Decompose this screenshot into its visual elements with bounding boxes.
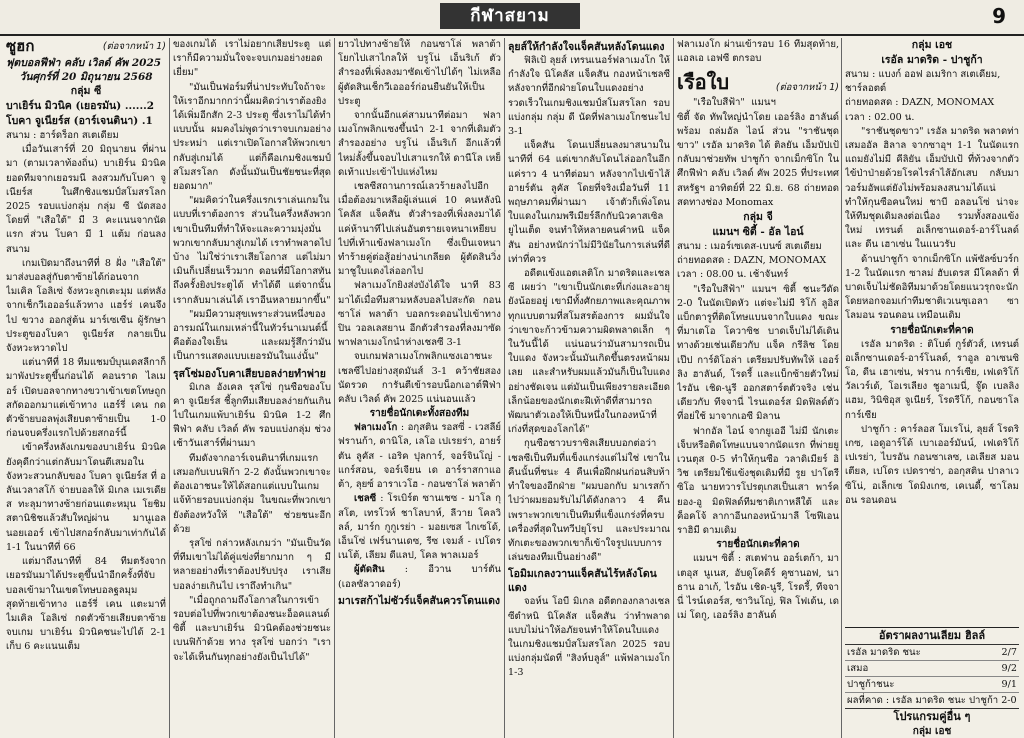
column-2 [173, 38, 331, 738]
lineup-entry [338, 421, 501, 492]
continued-note: (ต่อจากหน้า 1) [102, 41, 166, 52]
paragraph: ฟลาเมงโก ผ่านเข้ารอบ 16 ทีมสุดท้าย, แอลเอ เอฟซี ตกรอบ [677, 39, 839, 65]
odds-label: เรอัล มาดริด ชนะ [847, 647, 921, 658]
sub-headline: มาเรสก้าไม่ซัวร์แจ็คสันควรโดนแดง [338, 594, 501, 607]
paragraph: เข้าครึ่งหลังเกมของบาเยิร์น มิวนิคยังคุดีกว่าแต่กลับมาโดนตีเสมอในจังหวะสวนกลับของ โบคา จูเนียร์ส ที่ อลันเวลาสโก้ จ่ายบอลให้ มิเกล เมเรเดียส ทะลุมาทางซ้ายก่อนแตะหมุน โยชิม สตานิชิชแล้วสับใหญ่ผ่าน มานูเอล นอยเออร์ เข้าไปสกอร์กลับมาเท่ากันได้ 1-1 ในนาทีที่ 66 [6, 442, 166, 553]
headline-text: เรือใบ [677, 70, 730, 95]
paragraph: ยาวไปทางซ้ายให้ กอนซาโล่ พลาต้า โยกไปเสาไกลให้ บรูโน่ เอ็นริเก้ ตัวสำรองที่เพิ่งลงมาซัดเข้าไปได้ๆ ไม่เหลือ ผู้ตัดสินเช็กวีเอออร์ก่อนยืนยันให้เป็นประตู [338, 39, 501, 107]
paragraph: ฟากอัล ไอน์ จากยูเออี ไม่มี นักเตะเจ็บหรือติดโทษแบนจากนัดแรก ที่พ่ายยูเวนตุส 0-5 ทำให้กุนซือ วลาดิเมียร์ อิวิช เตรียมใช้แข้งชุดเดิมที่มี รูย ปาโตรีซิโอ นายทวารโปรตุเกสเป็นเสา พาร์ค ยอง-อู มิดฟิลด์ทีมชาติเกาหลีใต้ และ ค็อคโจ้ ลากาอีนกองหน้ามาลี โซฟีเอน ราฮิมี ดามเดิม [677, 425, 839, 537]
paragraph: จอห์น โอบี มิเกล อดีตกองกลางเชลซีตำหนิ นิโคลัส แจ็คสัน ว่าทำพลาดแบบไม่น่าให้อภัยจนทำให้โดนใบแดงในเกมชิงแชมป์สโมสรโลก 2025 รอบแบ่งกลุ่มนัดที่ "สิงห์บลูส์" แพ้ฟลาเมงโก 1-3 [508, 596, 670, 679]
paragraph: จบเกมฟลาเมงโกพลิกแซงเอาชนะเชลซีไปอย่างสุดมันส์ 3-1 คว้าชัยสองนัดรวด การันตีเข้ารอบน็อกเอาต์ฟีฟ่า คลับ เวิลด์ คัพ 2025 แน่นอนแล้ว [338, 351, 501, 406]
column-rule [841, 38, 842, 738]
paragraph: รุสโซ่ กล่าวหลังเกมว่า "มันเป็นวัดที่ทีมเขาไม่ได้คู่แข่งที่ยากมาก ๆ มีหลายอย่างที่เราต้องปรับปรุง เราเสียบอลง่ายเกินไป เราถึงทำเกิน" [173, 537, 331, 592]
score-line-1: บาเยิร์น มิวนิค (เยอรมัน) ......2 [6, 100, 155, 112]
column-rule [673, 38, 674, 738]
player-list: : อกุสติน รอสซี่ - เวสลีย์ ฟรานก้า, ดานิโล, เลโอ เปเรยร่า, อายร์ตัน ลูคัส - เอริค ปุลการ์, จอร์จินโญ่ - แกร์สอน, จอร์เจียน เด อาร์ราสกาแอต้า, ลุยซ์ อาราเวโฮ - กอนซาโล่ พลาต้า [338, 422, 501, 491]
paragraph: "เรือใบสีฟ้า" แมนฯ ซิตี้ ชนะวีดัด 2-0 ในนัดเปิดหัว แต่จะไม่มี ริโก้ ลูอิส แบ็กตารูที่ติดโทษแบนจากใบแดง ขณะที่มาเตโอ โควาซิช บาดเจ็บไม่ได้เดินทางด้วยเช่นเดียวกับ แจ็ค กรีลิช โดย เป๊ป การ์ดิโอล่า เตรียมปรับทัพให้ เออร์ลิง ฮาลันด์, โรดรี้ และแบ็กซ้ายตัวใหม่ ไรอัน เชิด-นูรี ออกสตาร์ตตัวจริง เช่นเดียวกับ ทีจจานี่ ไรนเดอร์ส มิดฟิลด์ตัวที่อย่ใช้ มาจากเอซี มิลาน [677, 283, 839, 423]
lineup-heading: รายชื่อนักเตะทั้งสองทีม [369, 408, 470, 420]
score-line-2: โบคา จูเนียร์ส (อาร์เจนตินา) .1 [6, 115, 153, 127]
player-list: : โรเบิร์ต ซานเชซ - มาโล กุสโต, เทรโวห์ ชาโลบาห์, ลีวาย โคลวิลล์, มาร์ก กูกูเรย่า - มอยเซส ไกเซโด้, เอ็นโซ่ เฟร์นานเดซ, รีซ เจมส์ - เปโดร เนโต้, เลียม ดีแลป, โคล พาลเมอร์ [338, 493, 501, 562]
kickoff-time: เวลา : 08.00 น. เช้าจันทร์ [677, 269, 789, 281]
odds-title: อัตราผลงานเลียม ฮิลล์ [845, 628, 1019, 645]
paragraph: เกมเปิดมาถึงนาทีที่ 8 ฝั่ง "เสือใต้" มาส่งบอลสู่กับตาซ้ายได้ก่อนจาก ไมเคิล โอลิเซ่ จังหวะลูกเตะมุม แต่หลังจากเช็กวีเอออร์แล้วทาง แฮร์ร่ เคนจึงไป ขวาง ออกสู่ต้น มาร์เซเซีน ผู้รักษาประตูของโบคา จูเนียร์ส กลายเป็นจังหวะหวาดไป [6, 257, 166, 355]
odds-value: 2/7 [1001, 647, 1017, 658]
column-3 [338, 38, 501, 738]
column-rule [169, 38, 170, 738]
paragraph: "ผมคิดว่าในครึ่งแรกเราเล่นเกมในแบบที่เราต้องการ ส่วนในครึ่งหลังพวกเขาเป็นทีมที่ทำให้จะและความมุ่งมั่นพวกเขากลับมาสู่เกมได้ เราทำพลาดไปบ้าง ไม่ใช่ว่าเราเสียโอกาส แต่ไม่มาเมินก็เปลี่ยนเร็วมาก ดอนที่มีโอกาสทันถึงครั้งยิงประตูได้ ทำได้ดี แต่จากนั้นเรากลับมาเล่นได้ เราอีนหลายมากขึ้น" [173, 195, 331, 306]
team-name: เชลซี [354, 493, 377, 505]
paragraph: "ราชันชุดขาว" เรอัล มาดริด พลาดท่าเสมออัล ฮิลาล จากซาอุฯ 1-1 ในนัดแรก แถมยังไม่มี คีลิยัน เอ็มบัปเป้ ที่ท้วงจากตัวไข้ป่าป่ายด้วยโรคไรลำไส้อักเสบ กลับมาวอร์มอัพแต่ยังไม่พร้อมลงสนามได้แน่ ทำให้กุนซือคนใหม่ ชาบี อลอนโซ่ น่าจะให้ทีมชุดเดิมลงต่อเนื่อง รวมทั้งสองแข้งใหม่ เทรนต์ อเล็กซานเดอร์-อาร์โนลด์ และ ดีน เฮาเซ่น ในแนวรับ [845, 125, 1019, 251]
paragraph: ฟลาเมงโกยิงส่งบังได้ใจ นาที 83 มาได้เมื่อทีมสามหลังบอลไปสะกัด กอนซาโล่ พลาต้า บอลกระดอนไปเข้าทางปิน วอลเลสยาน อีกตัวสำรองที่ลงมาซัดพาฟลาเมงโกนำห่างเชลซี 3-1 [338, 280, 501, 349]
schedule-heading: โปรแกรมคู่อื่น ๆ [845, 708, 1019, 725]
paragraph: แต่มาถึงนาทีที่ 84 ทีมตรังจากเยอรมันมาได้ประตูขึ้นนำอีกครั้งที่จับบอลเข้ามาในเขตโทษบอลฐลมุมสุดท้ายเข้าทาง แฮร์รี่ เคน แตะมาที่ ไมเคิล โอลิเซ่ กดตัวซ้ายเสียบตาซ้าย จบเกม บาเยิร์น มิวนิคชนะไปได้ 2-1 เก็บ 6 คะแนนเต็ม [6, 556, 166, 653]
paragraph: ฟิลิเป้ ลุยส์ เทรนเนอร์ฟลาเมงโก ให้กำลังใจ นิโคลัส แจ็คสัน กองหน้าเชลซีหลังจากที่อีกฝ่ายโดนใบแดงอย่างรวดเร็วในเกมชิงแชมป์สโมสรโลก รอบแบ่งกลุ่ม กลุ่ม ดี นัดที่ฟลาเมงโกชนะไป 3-1 [508, 55, 670, 138]
lineup-entry: เรอัล มาดริด : ติโบต์ กูร์ตัวส์, เทรนต์ อเล็กซานเดอร์-อาร์โนลด์, ราอูล อาเซนซิโอ, ดีน เฮาเซ่น, ฟราน การ์เซีย, เฟเดริโก้ วัลเวร์เด้, โอเรเลียง ชูอาเมนี่, จู๊ด เบลลิงแฮม, วินิซิอุส จูเนียร์, โรดรีโก้, กอนซาโล การ์เซีย [845, 338, 1019, 421]
column-4 [508, 38, 670, 738]
odds-row [845, 677, 1019, 693]
lineup-heading: รายชื่อนักเตะที่คาด [890, 324, 974, 336]
section-masthead: กีฬาสยาม [440, 3, 580, 29]
odds-value: 9/1 [1001, 679, 1017, 690]
odds-label: เสมอ [847, 663, 869, 674]
column-1 [6, 38, 166, 738]
odds-row [845, 693, 1019, 708]
paragraph: เมื่อวันเสาร์ที่ 20 มิถุนายน ที่ผ่านมา (ตามเวลาท้องถิ่น) บาเยิร์น มิวนิค ยอดทีมจากเยอรมนี ลงสวมกับโบคา จูเนียร์ส ในศึกชิงแชมป์สโมสรโลก 2025 รอบแบ่งกลุ่ม กลุ่ม ซี นัดสอง โดยที่ "เสือใต้" มี 3 คะแนนจากนัดแรก ส่วน โบคา มี 1 แต้ม ก่อนลงสนาม [6, 144, 166, 255]
column-rule [504, 38, 505, 738]
lineup-entry: แมนฯ ซิตี้ : สเตฟาน ออร์เตก้า, มาเตอุส นูเนส, อับดูโคดีร์ คูซานอฟ, นาธาน อาเก้, ไรอัน เชิด-นูรี, โรดรี้, ทีจจานี่ ไรน์เดอร์ส, ซาวินโญ่, ฟิล โฟเด้น, เดเม่ โดกู, เออร์ลิง ฮาลันด์ [677, 553, 839, 622]
event-title: ฟุตบอลฟีฟ่า คลับ เวิลด์ คัพ 2025 [6, 57, 162, 69]
lineup-entry: ปาชูก้า : คาร์ลอส โมเรโน่, ลุยส์ โรดริเกซ, เอดูอาร์โด้ เบาเออร์มันน์, เฟเดริโก้ เปเรย่า, ไบรอัน กอนซาเลซ, เอเลียส มอนเตียล, เปโดร เปดราซ่า, ออกุสติน ปาลาเวซิโน่, อเล็กเซ โดมิงเกซ, เคเนดี้, ซาโลมอน รอนดอน [845, 423, 1019, 506]
event-date: วันศุกร์ที่ 20 มิถุนายน 2568 [19, 71, 153, 83]
article-headline [6, 38, 166, 55]
sub-headline: โอมิมเกลงวานแจ็คสันไร้หลังโดนแดง [508, 568, 657, 595]
broadcast-line: ถ่ายทอดสด : DAZN, MONOMAX [845, 97, 995, 109]
paragraph: กุนซือชาวบราซิลเสียบบอกต่อว่าเชลซีเป็นทีมที่แข็งแกร่งแต่ไม่ใช่ เขาในคืนนั้นที่ชนะ 4 คืนเพื่อฝึกฝนก่อนสิบห้าทำใจของอีกฝ่าย "ผมบอกกับ มาเรสก้า ไปว่าผมยอมรับไม่ได้ดังกลาว 4 คืน เพราะพวกเขาเป็นทีมที่แข็งแกร่งที่ครบเครื่องที่สุดในทวีปยุโรป และประมาณทักเตะของพวกเขาก็เข้าใจรูปแบบการเล่นของทีมเป็นอย่างดี" [508, 438, 670, 564]
kickoff-time: เวลา : 02.00 น. [845, 111, 915, 123]
continued-note: (ต่อจากหน้า 1) [775, 82, 839, 94]
paragraph: ของเกมได้ เราไม่อยากเสียประตู แต่เราก็มีความมั่นใจจะจบเกมอย่างยอดเยี่ยม" [173, 39, 331, 79]
sub-headline: รุสโซ่มองโบคาเสียบอลง่ายทำพ่าย [173, 367, 326, 380]
paragraph: "เรือใบสีฟ้า" แมนฯ ซิตี้ จัด ทัพใหญ่นำโดย เออร์ลิง ฮาลันด์ พร้อม ถล่มอัล ไอน์ ส่วน "ราชันชุดขาว" เรอัล มาดริด ได้ ติลยัน เอ็มบัปเป้ กลับมาช่วยทัพ ปาชูก้า จากเม็กซิโก ในศึกฟีฟ่า คลับ เวิลด์ คัพ 2025 ที่ประเทศสหรัฐฯ อาทิตย์ที่ 22 มิ.ย. 68 ถ่ายทอดสดทางช่อง Monomax [677, 97, 839, 208]
headline-text: ซูฮก [6, 38, 35, 55]
page-header [0, 0, 1024, 36]
odds-value: 9/2 [1001, 663, 1017, 674]
paragraph: จากนั้นอีกแค่สามนาทีต่อมา ฟลาเมงโกพลิกแซงขึ้นนำ 2-1 จากที่เดิมตัวสำรองอย่าง บรูโน่ เอ็นริเก้ อีกแล้วที่ไหม่ลั้งขึ้นจอบไปเสาแรกให้ ดานีโล เหย็ดเท้าแปะเข้าไปแห่งไหม [338, 110, 501, 178]
venue-line: สนาม : แบงก์ ออฟ อเมริกา สเตเดียม, ชาร์ลอตต์ [845, 69, 1001, 95]
odds-box [845, 627, 1019, 738]
paragraph: "ผมมีความสุขเพราะส่วนหนึ่งของอารมณ์ในเกมเหล่านี้ในทัวร์นาเมนต์นี้คือต้องใจเย็น และผมรู้สึกว่ามันเป็นการแสดงแบบเยอรมันในแง่นั้น" [173, 308, 331, 363]
lineup-heading: รายชื่อนักเตะที่คาด [716, 539, 800, 551]
paragraph: เชลซีสถานการณ์เลวร้ายลงไปอีกเมื่อต้องมาเหลือผู้เล่นแค่ 10 คนหลังนิโคลัส แจ็คสัน ตัวสำรองที่เพิ่งลงมาได้แค่ห้านาทีไปเล่นอันตรายเจหนาเหยียบไปที่เท้าแข้งฟลาเมงโก ซึ่งเป็นเจหนาทำร้ายคู่ต่อสู้อย่างน่าเกลียด ผู้ตัดสินวิ่งมาชูใบแดงไล่ออกไป [338, 181, 501, 278]
paragraph: "เมื่อถูกถามถึงโอกาสในการเข้ารอบต่อไปที่พวกเขาต้องชนะอ็อคแลนด์ ซิตี้ และบาเยิร์น มิวนิคต้องช่วยชนะเบนฟิก้าด้วย ทาง รุสโซ่ บอกว่า "เราจะได้เห็นกันทุกอย่างยังเป็นไปได้" [173, 594, 331, 663]
paragraph: ด้านปาชูก้า จากเม็กซิโก แพ้ซัลซ์บวร์ก 1-2 ในนัดแรก ซาลม่ ฮับเดรส มีโคลด้า ที่บาดเจ็บไม่ชัดอิทีมมาด้วยโดยแนวรุกจะนักโดยหอกจอมเก๋าทีมชาติเวเนซุเอลา ซาโลมอน รอนดอน เหมือนเดิม [845, 253, 1019, 322]
match-title: เรอัล มาดริด - ปาชูก้า [881, 54, 983, 66]
player-list: : อีวาน บาร์ตัน (เอลซัลวาดอร์) [338, 564, 501, 590]
venue-line: สนาม : เมอร์เซเดส-เบนซ์ สเตเดียม [677, 241, 822, 253]
team-name: ผู้ตัดสิน [354, 564, 385, 576]
lineup-entry [338, 563, 501, 591]
group-label: กลุ่ม ซี [70, 85, 102, 97]
paragraph: แจ็คสัน โดนเปลี่ยนลงมาสนามในนาทีที่ 64 แต่เขากลับโดนไล่ออกในอีกแค่ราว 4 นาทีต่อมา หลังจากไปเข้าไส้ อายร์ตัน ลูคัส โดยที่จริงเมื่อวันที่ 11 พฤษภาคมที่ผ่านมา เจ้าตัวก็เพิ่งโดนใบแดงในเกมพรีเมียร์ลีกกับนิวคาสเซิล ยูไนเต็ด จนทำให้หลายคนคำหนิ แจ็คสัน อย่างหนักว่าไม่มีวินัยในการเล่นที่ดีเท่าที่ควร [508, 140, 670, 265]
paragraph: อดีตแข้งแอตเลติโก มาดริดและเชลซี เผยว่า "เขาเป็นนักเตะที่เก่งและอายุยังน้อยอยู่ เขามีทั้งศักยภาพและคุณภาพทุกแบบตามที่สโมสรต้องการ ผมมั่นใจว่าเขาจะก้าวข้ามความผิดพลาดเล็ก ๆ ในวันนี้ได้ แน่นอนว่ามันสามารถเป็นใบแดง จังหวะนั้นมันเกิดขึ้นตรงหน้าผมเลย และสำหรับผมแล้วมันก็เป็นใบแดงอย่างชัดเจน แต่มันเป็นเพียงรายละเอียดเล็กน้อยของนักเตะฝีเท้าดีที่สามารถพัฒนาตัวเองให้เป็นหนึ่งในกองหน้าที่เก่งที่สุดของโลกได้" [508, 268, 670, 436]
odds-label: ปาชูก้าชนะ [847, 679, 895, 690]
paragraph: "มันเป็นฟอร์มที่น่าประทับใจถ้าจะให้เราอีกมากกว่านี้ผมคิดว่าเราต้องยิงได้เพิ่มอีกสัก 2-3 ประตู ซึ่งเราไม่ได้ทำแบบนั้น ผมคงไม่พูดว่าเราจบเกมอย่างประหม่า แต่เราเปิดโอกาสให้พวกเขากลับสู่เกมได้ แต่ก็คือเกมชิงแชมป์สโมสรโลก ดังนั้นมันเป็นชัยชนะที่สุดยอดมาก" [173, 81, 331, 193]
broadcast-line: ถ่ายทอดสด : DAZN, MONOMAX [677, 255, 827, 267]
odds-row [845, 661, 1019, 677]
group-label: กลุ่ม เอช [911, 39, 953, 51]
column-5 [677, 38, 839, 738]
paragraph: ทีมดังจากอาร์เจนตินาที่เกมแรกเสมอกับเบนฟิก้า 2-2 ดังนั้นพวกเขาจะต้องเอาชนะให้ได้สอกแต่แบบในเกมแจ้ท้ายรอบแบ่งกลุ่ม ในขณะที่พวกเขายังต้องหวังให้ "เสือใต้" ช่วยชนะอีกด้วย [173, 452, 331, 535]
article-headline [677, 70, 839, 94]
page-number: 9 [992, 4, 1006, 28]
paragraph: แต่นาทีที่ 18 ทีมแชมป์บุนเดสลีกาก็มาพังประตูขึ้นก่อนได้ คอนราด ไลเมอร์ เปิดบอลจากทางขวาเข้าเขตโทษถูกสกัดออกมาแต่เข้าทาง แฮร์รี่ เคน กดตัวซ้ายบอลพุ่งเสียบตาซ้ายเป็น 1-0 ก่อนจบครึ่งแรกไปด้วยสกอร์นี้ [6, 357, 166, 440]
odds-label: ผลที่คาด : เรอัล มาดริด ชนะ ปาชูก้า 2-0 [847, 695, 1017, 706]
odds-row [845, 645, 1019, 661]
column-6 [845, 38, 1019, 624]
paragraph: มิเกล อังเคล รุสโซ่ กุนซือของโบคา จูเนียร์ส ชี้ลูกทีมเสียบอลง่ายกันเกินไปในเกมแพ้บาเยิร์น มิวนิค 1-2 ศึกฟีฟ่า คลับ เวิลด์ คัพ รอบแบ่งกลุ่ม ช่วงเช้าวันเสาร์ที่ผ่านมา [173, 381, 331, 450]
team-name: ฟลาเมงโก [354, 422, 398, 434]
lineup-entry [338, 492, 501, 563]
column-rule [334, 38, 335, 738]
match-title: แมนฯ ซิตี้ - อัล ไอน์ [712, 226, 804, 239]
group-label: กลุ่ม จี [743, 211, 773, 224]
group-label: กลุ่ม เอช [912, 726, 952, 737]
sub-headline: ลุยส์ให้กำลังใจแจ็คสันหลังโดนแดง [508, 41, 665, 53]
venue-line: สนาม : ฮาร์ดร็อก สเตเดียม [6, 130, 119, 141]
